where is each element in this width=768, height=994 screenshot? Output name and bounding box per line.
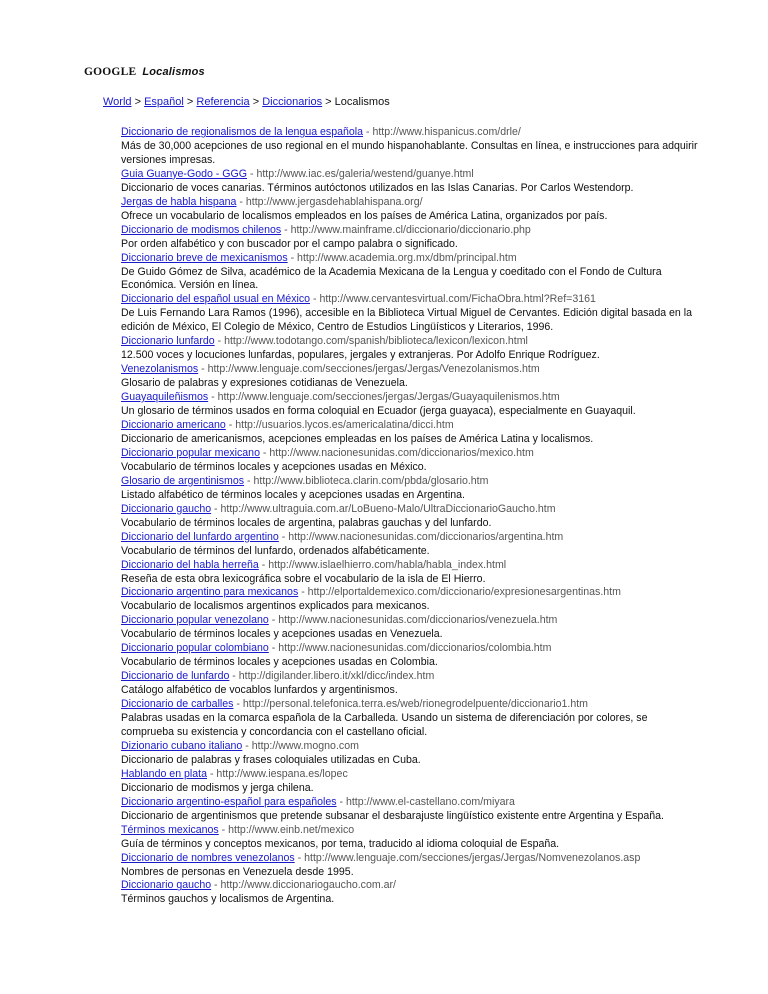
- entry-title-link[interactable]: Diccionario de lunfardo: [121, 670, 230, 683]
- entry-url: http://www.cervantesvirtual.com/FichaObra.html?Ref=3161: [319, 293, 596, 306]
- entry-description: Más de 30,000 acepciones de uso regional en el mundo hispanohablante. Consultas en línea, e instrucciones para adquirir versiones impresas.: [121, 139, 698, 166]
- entry-description: Ofrece un vocabulario de localismos empleados en los países de América Latina, organizados por país.: [121, 209, 608, 222]
- entry-description: Diccionario de voces canarias. Términos autóctonos utilizados en las Islas Canarias. Por Carlos Westendorp.: [121, 181, 634, 194]
- list-item: [121, 168, 701, 196]
- entry-url: http://www.el-castellano.com/miyara: [345, 795, 515, 808]
- entry-separator: -: [218, 823, 229, 836]
- breadcrumb-separator: >: [325, 96, 332, 108]
- entry-title-link[interactable]: Glosario de argentinismos: [121, 474, 245, 487]
- entry-separator: -: [236, 195, 246, 208]
- entry-separator: -: [363, 126, 373, 138]
- breadcrumb-link-espanol[interactable]: Español: [144, 96, 184, 108]
- entry-description: Diccionario de modismos y jerga chilena.: [121, 781, 314, 794]
- list-item: [121, 559, 701, 587]
- page-subtitle: Localismos: [142, 66, 205, 78]
- entry-separator: -: [211, 502, 221, 515]
- list-item: [121, 796, 701, 824]
- list-item: [121, 363, 701, 391]
- entry-title-link[interactable]: Diccionario argentino para mexicanos: [121, 586, 299, 599]
- entry-url: http://www.todotango.com/spanish/biblioteca/lexicon/lexicon.html: [224, 335, 528, 348]
- list-item: [121, 824, 701, 852]
- entry-url: http://www.nacionesunidas.com/diccionarios/argentina.htm: [288, 530, 564, 543]
- list-item: [121, 224, 701, 252]
- entry-title-link[interactable]: Diccionario lunfardo: [121, 335, 215, 348]
- breadcrumb-separator: >: [134, 96, 142, 108]
- entry-url: http://www.nacionesunidas.com/diccionarios/colombia.htm: [278, 642, 552, 655]
- entry-separator: -: [247, 167, 257, 180]
- list-item: [121, 419, 701, 447]
- entry-description: De Guido Gómez de Silva, académico de la Academia Mexicana de la Lengua y coeditado con el Fondo de Cultura Económica. Versión en línea.: [121, 265, 662, 292]
- entry-separator: -: [298, 586, 308, 599]
- entry-url: http://www.jergasdehablahispana.org/: [245, 195, 423, 208]
- entry-url: http://www.ultraguia.com.ar/LoBueno-Malo/UltraDiccionarioGaucho.htm: [220, 502, 556, 515]
- list-item: [121, 335, 701, 363]
- entry-title-link[interactable]: Diccionario del habla herreña: [121, 558, 259, 571]
- entry-url: http://www.lenguaje.com/secciones/jergas/Jergas/Nomvenezolanos.asp: [304, 851, 641, 864]
- entry-description: Catálogo alfabético de vocablos lunfardos y argentinismos.: [121, 684, 398, 697]
- entry-description: Vocabulario de términos locales y acepciones usadas en Colombia.: [121, 656, 438, 669]
- entry-description: Vocabulario de términos del lunfardo, ordenados alfabéticamente.: [121, 544, 430, 557]
- entry-description: Reseña de esta obra lexicográfica sobre el vocabulario de la isla de El Hierro.: [121, 572, 486, 585]
- list-item: [121, 879, 701, 907]
- entry-url: http://www.diccionariogaucho.com.ar/: [220, 879, 397, 892]
- entry-url: http://www.hispanicus.com/drle/: [372, 126, 521, 138]
- entry-title-link[interactable]: Diccionario de carballes: [121, 698, 234, 711]
- list-item: [121, 614, 701, 642]
- entry-separator: -: [242, 739, 252, 752]
- entry-url: http://personal.telefonica.terra.es/web/rionegrodelpuente/diccionario1.htm: [242, 698, 588, 711]
- entry-description: Guía de términos y conceptos mexicanos, por tema, traducido al idioma coloquial de España.: [121, 837, 560, 850]
- breadcrumb: [103, 95, 390, 109]
- breadcrumb-separator: >: [252, 96, 260, 108]
- entry-url: http://www.mogno.com: [251, 739, 359, 752]
- entry-description: Vocabulario de localismos argentinos explicados para mexicanos.: [121, 600, 430, 613]
- entry-separator: -: [229, 670, 239, 683]
- list-item: [121, 196, 701, 224]
- entry-separator: -: [214, 335, 225, 348]
- breadcrumb-link-diccionarios[interactable]: Diccionarios: [262, 96, 323, 108]
- list-item: [121, 586, 701, 614]
- breadcrumb-current: Localismos: [334, 96, 390, 108]
- entry-description: Vocabulario de términos locales de argentina, palabras gauchas y del lunfardo.: [121, 516, 492, 529]
- entry-title-link[interactable]: Términos mexicanos: [121, 823, 219, 836]
- entry-description: Un glosario de términos usados en forma coloquial en Ecuador (jerga guayaca), especialmente en Guayaquil.: [121, 405, 636, 418]
- list-item: [121, 768, 701, 796]
- entry-url: http://www.nacionesunidas.com/diccionarios/venezuela.htm: [278, 614, 558, 627]
- entry-description: Vocabulario de términos locales y acepciones usadas en Venezuela.: [121, 628, 443, 641]
- breadcrumb-separator: >: [186, 96, 194, 108]
- entry-title-link[interactable]: Diccionario americano: [121, 419, 226, 432]
- entry-description: Listado alfabético de términos locales y acepciones usadas en Argentina.: [121, 488, 465, 501]
- entry-title-link[interactable]: Guayaquileñismos: [121, 391, 209, 404]
- entry-description: De Luis Fernando Lara Ramos (1996), accesible en la Biblioteca Virtual Miguel de Cervantes. Edición digital basada en la edición de México, El Colegio de México, Centro de Estudios Lingüísticos y Literarios, 1996.: [121, 307, 693, 334]
- list-item: [121, 475, 701, 503]
- entry-url: http://www.einb.net/mexico: [228, 823, 355, 836]
- entry-url: http://www.academia.org.mx/dbm/principal.htm: [297, 251, 517, 264]
- entry-url: http://www.nacionesunidas.com/diccionarios/mexico.htm: [269, 446, 534, 459]
- list-item: [121, 852, 701, 880]
- entry-title-link[interactable]: Jergas de habla hispana: [121, 195, 237, 208]
- entry-description: Vocabulario de términos locales y acepciones usadas en México.: [121, 460, 427, 473]
- entry-title-link[interactable]: Diccionario popular mexicano: [121, 446, 260, 459]
- entry-description: 12.500 voces y locuciones lunfardas, populares, jergales y extranjeras. Por Adolfo Enrique Rodríguez.: [121, 349, 600, 362]
- list-item: [121, 740, 701, 768]
- entry-title-link[interactable]: Diccionario breve de mexicanismos: [121, 251, 288, 264]
- list-item: [121, 126, 701, 168]
- entry-separator: -: [225, 419, 236, 432]
- entry-separator: -: [287, 251, 298, 264]
- entry-separator: -: [268, 642, 279, 655]
- entry-title-link[interactable]: Diccionario popular colombiano: [121, 642, 269, 655]
- list-item: [121, 531, 701, 559]
- entry-url: http://www.biblioteca.clarin.com/pbda/glosario.htm: [253, 474, 489, 487]
- list-item: [121, 642, 701, 670]
- directory-list: [121, 126, 701, 907]
- breadcrumb-link-referencia[interactable]: Referencia: [196, 96, 250, 108]
- list-item: [121, 252, 701, 294]
- entry-description: Diccionario de palabras y frases coloquiales utilizadas en Cuba.: [121, 753, 421, 766]
- entry-url: http://www.lenguaje.com/secciones/jergas/Jergas/Guayaquilenismos.htm: [217, 391, 560, 404]
- entry-title-link[interactable]: Diccionario del español usual en México: [121, 293, 311, 306]
- page-title: [84, 66, 205, 78]
- list-item: [121, 293, 701, 335]
- entry-title-link[interactable]: Venezolanismos: [121, 363, 199, 376]
- entry-url: http://www.mainframe.cl/diccionario/diccionario.php: [290, 223, 531, 236]
- entry-description: Por orden alfabético y con buscador por el campo palabra o significado.: [121, 237, 458, 250]
- entry-description: Términos gauchos y localismos de Argentina.: [121, 893, 335, 906]
- entry-separator: -: [268, 614, 279, 627]
- entry-title-link[interactable]: Hablando en plata: [121, 767, 207, 780]
- entry-separator: -: [258, 558, 269, 571]
- entry-title-link[interactable]: Diccionario gaucho: [121, 502, 212, 515]
- entry-title-link[interactable]: Diccionario gaucho: [121, 879, 212, 892]
- entry-title-link[interactable]: Guia Guanye-Godo - GGG: [121, 167, 248, 180]
- entry-title-link[interactable]: Diccionario argentino-español para españoles: [121, 795, 337, 808]
- entry-separator: -: [310, 293, 320, 306]
- entry-separator: -: [211, 879, 221, 892]
- entry-separator: -: [281, 223, 291, 236]
- entry-title-link[interactable]: Diccionario de modismos chilenos: [121, 223, 282, 236]
- entry-title-link[interactable]: Diccionario de regionalismos de la lengua española: [121, 126, 364, 138]
- entry-separator: -: [207, 767, 217, 780]
- entry-url: http://usuarios.lycos.es/americalatina/dicci.htm: [235, 419, 454, 432]
- breadcrumb-link-world[interactable]: World: [103, 96, 132, 108]
- entry-separator: -: [336, 795, 346, 808]
- entry-description: Diccionario de argentinismos que pretende subsanar el desbarajuste lingüístico existente entre Argentina y España.: [121, 809, 664, 822]
- entry-separator: -: [233, 698, 243, 711]
- list-item: [121, 670, 701, 698]
- list-item: [121, 447, 701, 475]
- list-item: [121, 391, 701, 419]
- entry-separator: -: [244, 474, 254, 487]
- entry-url: http://www.iespana.es/lopec: [216, 767, 348, 780]
- entry-separator: -: [278, 530, 289, 543]
- page-title-main: GOOGLE: [84, 66, 137, 78]
- entry-url: http://www.lenguaje.com/secciones/jergas/Jergas/Venezolanismos.htm: [207, 363, 540, 376]
- entry-title-link[interactable]: Diccionario de nombres venezolanos: [121, 851, 295, 864]
- entry-separator: -: [294, 851, 305, 864]
- entry-separator: -: [198, 363, 208, 376]
- entry-description: Palabras usadas en la comarca española de la Carballeda. Usando un sistema de diferenciación por colores, se comprueba su existencia y concordancia con el castellano oficial.: [121, 712, 648, 738]
- list-item: [121, 503, 701, 531]
- entry-url: http://www.iac.es/galeria/westend/guanye.html: [256, 167, 474, 180]
- entry-title-link[interactable]: Dizionario cubano italiano: [121, 739, 243, 752]
- entry-separator: -: [259, 446, 270, 459]
- entry-description: Nombres de personas en Venezuela desde 1995.: [121, 865, 354, 878]
- entry-title-link[interactable]: Diccionario del lunfardo argentino: [121, 530, 279, 543]
- entry-url: http://www.islaelhierro.com/habla/habla_index.html: [268, 558, 507, 571]
- entry-description: Glosario de palabras y expresiones cotidianas de Venezuela.: [121, 377, 408, 390]
- entry-separator: -: [208, 391, 218, 404]
- entry-description: Diccionario de americanismos, acepciones empleadas en los países de América Latina y localismos.: [121, 432, 594, 445]
- entry-url: http://digilander.libero.it/xkl/dicc/index.htm: [238, 670, 435, 683]
- entry-title-link[interactable]: Diccionario popular venezolano: [121, 614, 269, 627]
- entry-url: http://elportaldemexico.com/diccionario/expresionesargentinas.htm: [307, 586, 621, 599]
- list-item: [121, 698, 701, 740]
